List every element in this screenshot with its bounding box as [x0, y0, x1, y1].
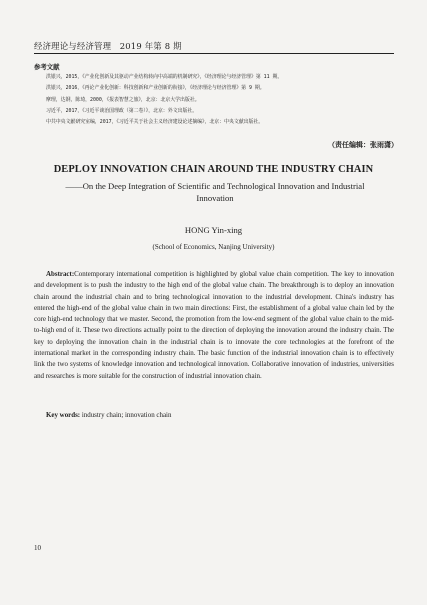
reference-list [46, 72, 398, 128]
reference-item: 习近平，2017，《习近平谈治国理政（第二卷）》，北京：外文出版社。 [46, 107, 198, 114]
header-rule [34, 53, 394, 54]
abstract-text: Contemporary international competition is highlighted by global value chain competition. The key to innovation and development is to push the industry to the high end of the global value chain. The breakthrough is to deploy an innovation chain around the industrial chain and to bring technological innovation to the industrial development. China's industry has entered the high-end of the global value chain in two main directions: First, the establishment of a global value chain led by the core high-end technology that we master. Second, the promotion from the low-end segment of the global value chain to the mid-to-high end of it. These two directions actually point to the direction of deploying the innovation around the industry chain. The key to deploying the innovation chain in the industrial chain is to innovate the core technologies at the forefront of the international market in the corresponding industry chain. The basic function of the industrial innovation chain is to effectively link the two systems of knowledge innovation and technological innovation. Collaborative innovation of industries, universities and researches is more suitable for the construction of industrial innovation chain. [34, 270, 394, 380]
reference-item: 洪银兴，2016，《再论产业化创新：科技创新和产业创新的衔接》，《经济理论与经济管理》第 9 期。 [46, 85, 265, 92]
responsible-editor: （责任编辑：张雨潇） [328, 141, 398, 149]
article-title: DEPLOY INNOVATION CHAIN AROUND THE INDUSTRY CHAIN [53, 164, 374, 175]
page-number: 10 [34, 544, 41, 552]
article-subtitle: ——On the Deep Integration of Scientific and Technological Innovation and Industrial Innovation [65, 181, 365, 203]
keywords-text: industry chain; innovation chain [81, 411, 172, 419]
running-header: 经济理论与经济管理 2019 年第 8 期 [34, 41, 182, 51]
references-title: 参考文献 [34, 63, 60, 71]
author-affiliation: (School of Economics, Nanjing University) [152, 243, 275, 251]
abstract [34, 269, 394, 382]
keywords-label: Key words: [46, 411, 81, 419]
abstract-label: Abstract: [46, 270, 75, 278]
author-name: HONG Yin-xing [184, 225, 243, 235]
reference-item: 摩理，达钢，陈琦，2000，《报表智慧之旅》，北京：北京大学出版社。 [46, 96, 200, 103]
keywords [46, 411, 394, 419]
reference-item: 洪银兴，2015，《产业化创新及其驱动产业结构转向中高端的机制研究》，《经济理论与经济管理》第 11 期。 [46, 74, 283, 80]
reference-item: 中共中央文献研究室编，2017，《习近平关于社会主义经济建设论述摘编》，北京：中央文献出版社。 [46, 119, 264, 126]
